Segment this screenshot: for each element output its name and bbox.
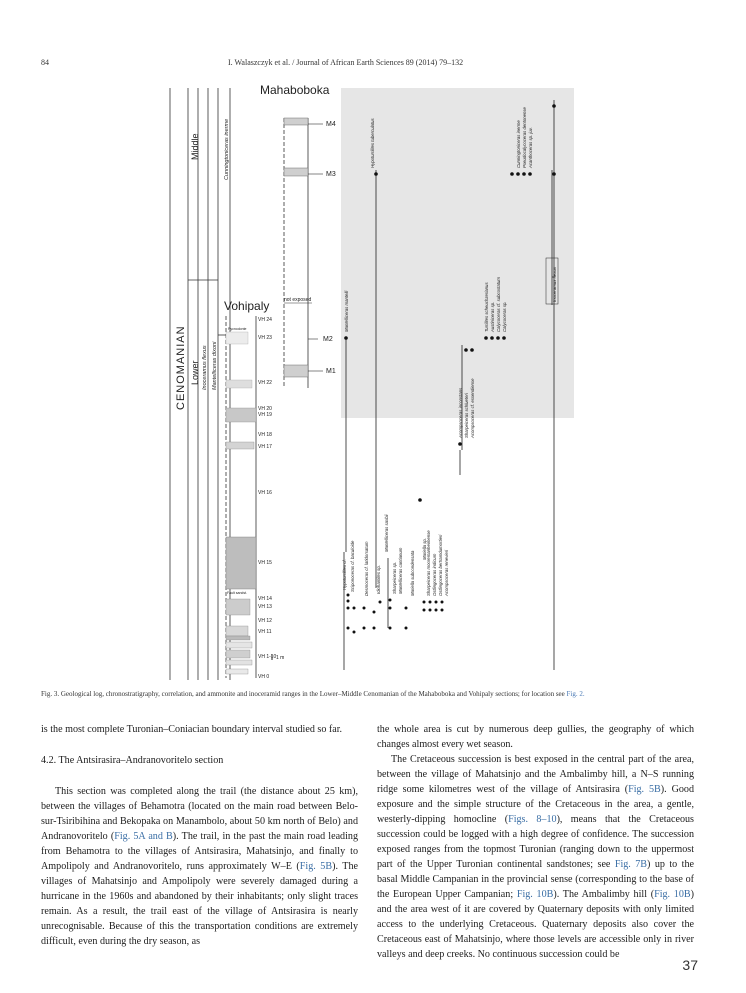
taxon-label: Ostlingoceras indicum [432, 553, 437, 596]
sample-m3: M3 [326, 171, 336, 178]
sample-vh16: VH 16 [258, 490, 272, 496]
taxon-label: Sharpeiceras schlueteri [464, 393, 469, 438]
sample-vh23: VH 23 [258, 335, 272, 341]
bed-label-pycnodonte: Pycnodonte [228, 327, 247, 331]
figure-link[interactable]: Fig. 5B [299, 861, 333, 872]
label-zone-dixoni: Mantelliceras dixoni [212, 341, 218, 390]
sample-vh20: VH 20 [258, 406, 272, 412]
left-paragraph-0: is the most complete Turonian–Coniacian boundary interval studied so far. [41, 724, 343, 735]
taxon-label: Mantelliceras cantianum [398, 547, 403, 594]
sample-vh13: VH 13 [258, 604, 272, 610]
figure-caption [41, 689, 705, 700]
section-heading: 4.2. The Antsirasira–Andranovoritelo section [41, 755, 224, 766]
scale-1m: 1 m [276, 655, 285, 661]
right-paragraph-1 [377, 752, 694, 962]
taxon-label: Mantelliceras mantelli [344, 290, 349, 332]
running-title: I. Walaszczyk et al. / Journal of African Earth Sciences 89 (2014) 79–132 [228, 58, 464, 67]
sample-vh14: VH 14 [258, 596, 272, 602]
taxon-label: Mantelliceras saxbii [384, 514, 389, 552]
sample-m2: M2 [323, 336, 333, 343]
taxon-label: Calycoceras cf. subcostatum [496, 277, 501, 332]
text-run: ). The villages of Mahatsinjo and Ampolipoly were severely damaged during a hurricane in the 1960s and abandoned by their inhabitants; only slight traces remain. As a result, the trail east of the village of Antsirasira is nearly unrecognisable. Because of this the transportation conditions are extremely difficult, even during the dry season, as [41, 861, 358, 947]
right-paragraph-0: the whole area is cut by numerous deep gullies, the geography of which changes almost every wet season. [377, 724, 694, 750]
text-run: This section was completed along the trail (the distance about 25 km), between the villages of Behamotra (located on the main road between Belo-sur-Tsiribihina and Bekopaka on Manambolo, about 50 km north of Belo) and Andranovoritelo ( [41, 786, 358, 842]
text-run: ) up to the basal Middle Campanian in the provincial sense (corresponding to the base of the European Upper Campanian; [377, 859, 694, 900]
title-vohipaly: Vohipaly [224, 299, 270, 313]
caption-fig-link[interactable]: Fig. 2. [566, 690, 585, 698]
taxon-label: Mariella subcondensata [410, 550, 415, 596]
label-middle: Middle [190, 133, 200, 160]
taxon-label: Hypoturrilites cf. [342, 559, 347, 590]
text-run: ) and the area west of it are covered by Quaternary deposits with only limited access to the underlying Cretaceous. Quaternary deposits also cover the Cretaceous east of Mahatsinjo, where those levels are accessible only in river valleys and deep creeks. No continuous succession could be [377, 889, 694, 960]
taxon-label: Acompsoceras cf. essendiense [470, 378, 475, 438]
sample-vh12: VH 12 [258, 618, 272, 624]
sample-vh15: VH 15 [258, 560, 272, 566]
figure-geological-log [168, 80, 574, 685]
right-column [377, 722, 694, 962]
bed-label-fault: Fault sandst. [227, 591, 248, 595]
text-run: ), means that the Cretaceous succession could be logged with a high degree of confidence. The succession exposed ranges from the topmost Turonian (ranging down to the uppermost part of the Upper Turonian continental sandstones; see [377, 814, 694, 870]
sample-m4: M4 [326, 121, 336, 128]
taxon-label: Acanthoceras sp. juv. [528, 127, 533, 168]
sample-vh22: VH 22 [258, 380, 272, 386]
sample-vh18: VH 18 [258, 432, 272, 438]
sample-vh19: VH 19 [258, 412, 272, 418]
sample-vh1-10: VH 1-10 [258, 654, 277, 660]
taxon-label: Hypoturrilites tuberculatus [370, 118, 375, 168]
label-not-exposed: not exposed [284, 297, 312, 303]
figure-link[interactable]: Figs. 8–10 [508, 814, 557, 825]
figure-link[interactable]: Fig. 7B [614, 859, 648, 870]
taxon-label: Pseudocalycoceras dentonense [522, 107, 527, 168]
figure-link[interactable]: Fig. 5A and B [114, 831, 173, 842]
taxon-label: Calycoceras sp. [502, 301, 507, 332]
taxon-label: Ostlingoceras bertramdumortieri [438, 534, 443, 596]
sample-vh0: VH 0 [258, 674, 270, 680]
taxon-label: Acompsoceras inconstans [458, 387, 463, 438]
taxon-label: Idiohamites sp. [376, 565, 381, 594]
page-number: 37 [682, 957, 698, 973]
text-run: ). The Ambalimby hill ( [553, 889, 655, 900]
label-lower: Lower [190, 360, 200, 385]
left-column [41, 722, 358, 949]
figure-link[interactable]: Fig. 10B [654, 889, 691, 900]
figure-link[interactable]: Fig. 5B [628, 784, 661, 795]
taxon-label: Turrilites scheuchzerianus [484, 282, 489, 332]
taxon-label: Desmoceras cf. latidorsatum [364, 541, 369, 596]
taxon-label: Cunningtoniceras inerme [516, 120, 521, 168]
sample-vh11: VH 11 [258, 629, 272, 635]
mahaboboka-log [284, 118, 323, 388]
caption-text: Fig. 3. Geological log, chronostratigraphy, correlation, and ammonite and inoceramid ranges in the Lower–Middle Cenomanian of the Mahaboboka and Vohipaly sections; for location see [41, 690, 565, 698]
label-zone-inerme: Cunningtoniceras inerme [224, 118, 230, 180]
taxon-label: Mariella sp. [422, 538, 427, 560]
sample-m1: M1 [326, 368, 336, 375]
figure-link[interactable]: Fig. 10B [516, 889, 554, 900]
label-zone-flexus: Inoceramus flexus [202, 345, 208, 390]
taxon-label: Inoceramus flexus [552, 267, 557, 302]
text-run: ). Good exposure and the simple structure of the Cretaceous in the area, a gentle, westerly-dipping homocline ( [377, 784, 694, 825]
label-cenomanian: CENOMANIAN [175, 325, 187, 410]
left-paragraph-1 [41, 784, 358, 949]
taxon-label: Sciponoceras cf. baculoide [350, 540, 355, 592]
title-mahaboboka: Mahaboboka [260, 83, 330, 97]
page-header-number: 84 [41, 58, 49, 67]
taxon-label: Acompsoceras renevieri [444, 549, 449, 596]
text-run: ). The trail, in the past the main road leading from Behamotra to the villages of Antsirasira, Mahatsinjo, and finally to Ampolipoly and Andranovoritelo, runs approximately W–E ( [41, 831, 358, 872]
sample-vh17: VH 17 [258, 444, 272, 450]
taxon-label: Austiniceras sp. [490, 301, 495, 332]
sample-vh24: VH 24 [258, 317, 272, 323]
taxon-label: Sharpeiceras sp. [392, 561, 397, 594]
text-run: The Cretaceous succession is best exposed in the central part of the area, between the village of Mahatsinjo and the Ambalimby hill, a N–S running ridge some kilometres west of the village of Antsirasira ( [377, 754, 694, 795]
taxon-label: Sharpeiceras mooremanheimense [426, 530, 431, 596]
